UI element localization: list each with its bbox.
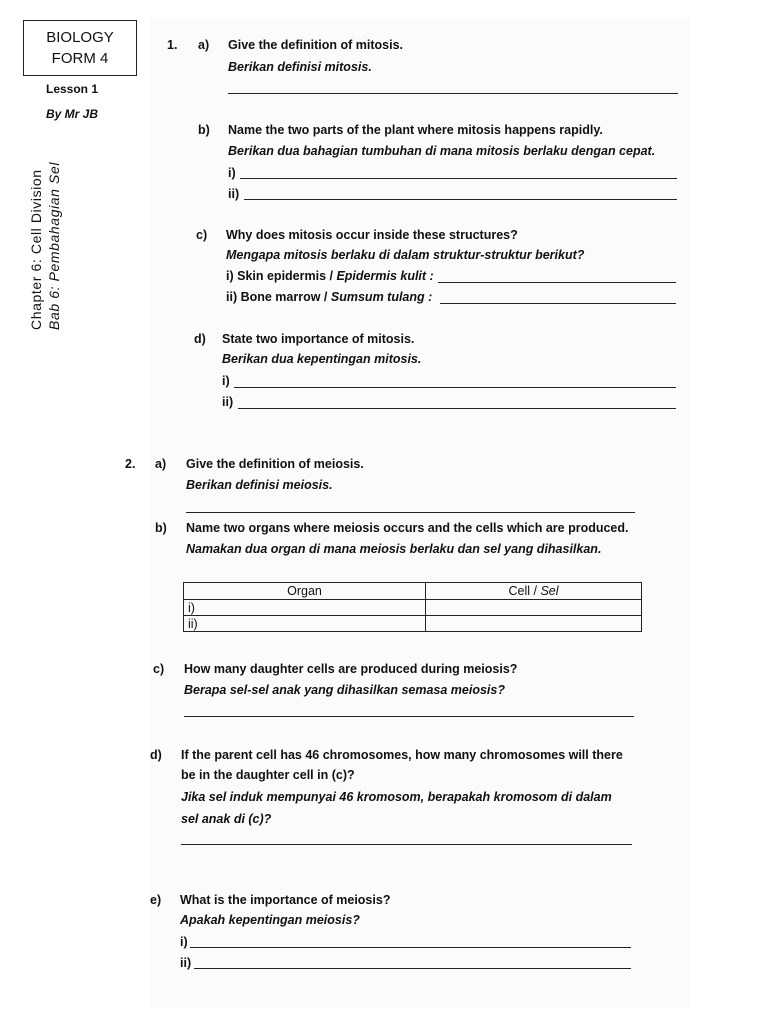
q1c-label: c)	[196, 228, 208, 242]
table-header-cell	[426, 583, 642, 600]
q1d-i-answer-line[interactable]	[234, 387, 676, 388]
table-header-organ: Organ	[184, 583, 426, 600]
q2d-question-malay-line1: Jika sel induk mempunyai 46 kromosom, berapakah kromosom di dalam	[181, 790, 612, 804]
subject-title-box	[23, 20, 137, 76]
table-cell-organ-2[interactable]: ii)	[184, 616, 426, 632]
q1a-question: Give the definition of mitosis.	[228, 38, 404, 52]
q1a-answer-line[interactable]	[228, 93, 678, 94]
table-header-row	[184, 583, 642, 600]
subject-label: BIOLOGY	[46, 29, 114, 46]
q2e-i-label: i)	[180, 935, 188, 949]
organ-cell-table	[183, 582, 642, 632]
q2e-ii-label: ii)	[180, 956, 192, 970]
q1d-question: State two importance of mitosis.	[222, 332, 415, 346]
q1b-ii-label: ii)	[228, 187, 240, 201]
chapter-label-vertical	[27, 130, 63, 330]
q1c-question: Why does mitosis occur inside these structures?	[226, 228, 518, 242]
q2d-question-line2: be in the daughter cell in (c)?	[181, 768, 355, 782]
q1-number: 1.	[167, 38, 178, 52]
q2d-question-malay-line2: sel anak di (c)?	[181, 812, 272, 826]
q1d-label: d)	[194, 332, 206, 346]
q1d-i-label: i)	[222, 374, 230, 388]
author-label: By Mr JB	[46, 107, 99, 121]
q2a-answer-line[interactable]	[186, 512, 635, 513]
form-label: FORM 4	[51, 50, 109, 67]
q2e-i-answer-line[interactable]	[190, 947, 631, 948]
q1c-ii-en: ii) Bone marrow /	[226, 290, 331, 304]
chapter-malay: Bab 6: Pembahagian Sel	[46, 161, 62, 330]
q1a-question-malay: Berikan definisi mitosis.	[228, 60, 372, 74]
q1c-ii-prompt	[226, 290, 432, 304]
q1c-i-prompt	[226, 269, 434, 283]
q1d-ii-answer-line[interactable]	[238, 408, 676, 409]
q2-number: 2.	[125, 457, 136, 471]
table-header-cell-en: Cell /	[508, 584, 541, 598]
q1b-i-label: i)	[228, 166, 236, 180]
q1b-label: b)	[198, 123, 210, 137]
q1b-question: Name the two parts of the plant where mitosis happens rapidly.	[228, 123, 603, 137]
q2e-label: e)	[150, 893, 162, 907]
lesson-label: Lesson 1	[46, 82, 99, 96]
q2a-question-malay: Berikan definisi meiosis.	[186, 478, 333, 492]
q1c-i-en: i) Skin epidermis /	[226, 269, 337, 283]
q2a-question: Give the definition of meiosis.	[186, 457, 364, 471]
q2b-question: Name two organs where meiosis occurs and the cells which are produced.	[186, 521, 629, 535]
q2c-answer-line[interactable]	[184, 716, 634, 717]
q1b-ii-answer-line[interactable]	[244, 199, 677, 200]
q2d-answer-line[interactable]	[181, 844, 632, 845]
q1c-i-answer-line[interactable]	[438, 282, 676, 283]
q1d-ii-label: ii)	[222, 395, 234, 409]
q1b-question-malay: Berikan dua bahagian tumbuhan di mana mitosis berlaku dengan cepat.	[228, 144, 656, 158]
q1c-ii-ms: Sumsum tulang :	[330, 290, 433, 304]
table-row	[184, 616, 642, 632]
chapter-english: Chapter 6: Cell Division	[28, 169, 44, 330]
q1b-i-answer-line[interactable]	[240, 178, 677, 179]
q2e-ii-answer-line[interactable]	[194, 968, 631, 969]
q2b-label: b)	[155, 521, 167, 535]
q2e-question: What is the importance of meiosis?	[180, 893, 391, 907]
table-cell-sel-2[interactable]	[426, 616, 642, 632]
q1d-question-malay: Berikan dua kepentingan mitosis.	[222, 352, 422, 366]
table-row	[184, 600, 642, 616]
q1a-label: a)	[198, 38, 210, 52]
q2d-label: d)	[150, 748, 162, 762]
q2c-question: How many daughter cells are produced during meiosis?	[184, 662, 518, 676]
q1c-question-malay: Mengapa mitosis berlaku di dalam struktur-struktur berikut?	[226, 248, 585, 262]
q2e-question-malay: Apakah kepentingan meiosis?	[180, 913, 360, 927]
q2d-question-line1: If the parent cell has 46 chromosomes, how many chromosomes will there	[181, 748, 623, 762]
q2b-question-malay: Namakan dua organ di mana meiosis berlaku dan sel yang dihasilkan.	[186, 542, 602, 556]
table-cell-sel-1[interactable]	[426, 600, 642, 616]
table-cell-organ-1[interactable]: i)	[184, 600, 426, 616]
q1c-ii-answer-line[interactable]	[440, 303, 676, 304]
table-header-cell-ms: Sel	[540, 584, 559, 598]
q2c-label: c)	[153, 662, 165, 676]
q1c-i-ms: Epidermis kulit :	[336, 269, 434, 283]
q2a-label: a)	[155, 457, 167, 471]
q2c-question-malay: Berapa sel-sel anak yang dihasilkan semasa meiosis?	[184, 683, 505, 697]
